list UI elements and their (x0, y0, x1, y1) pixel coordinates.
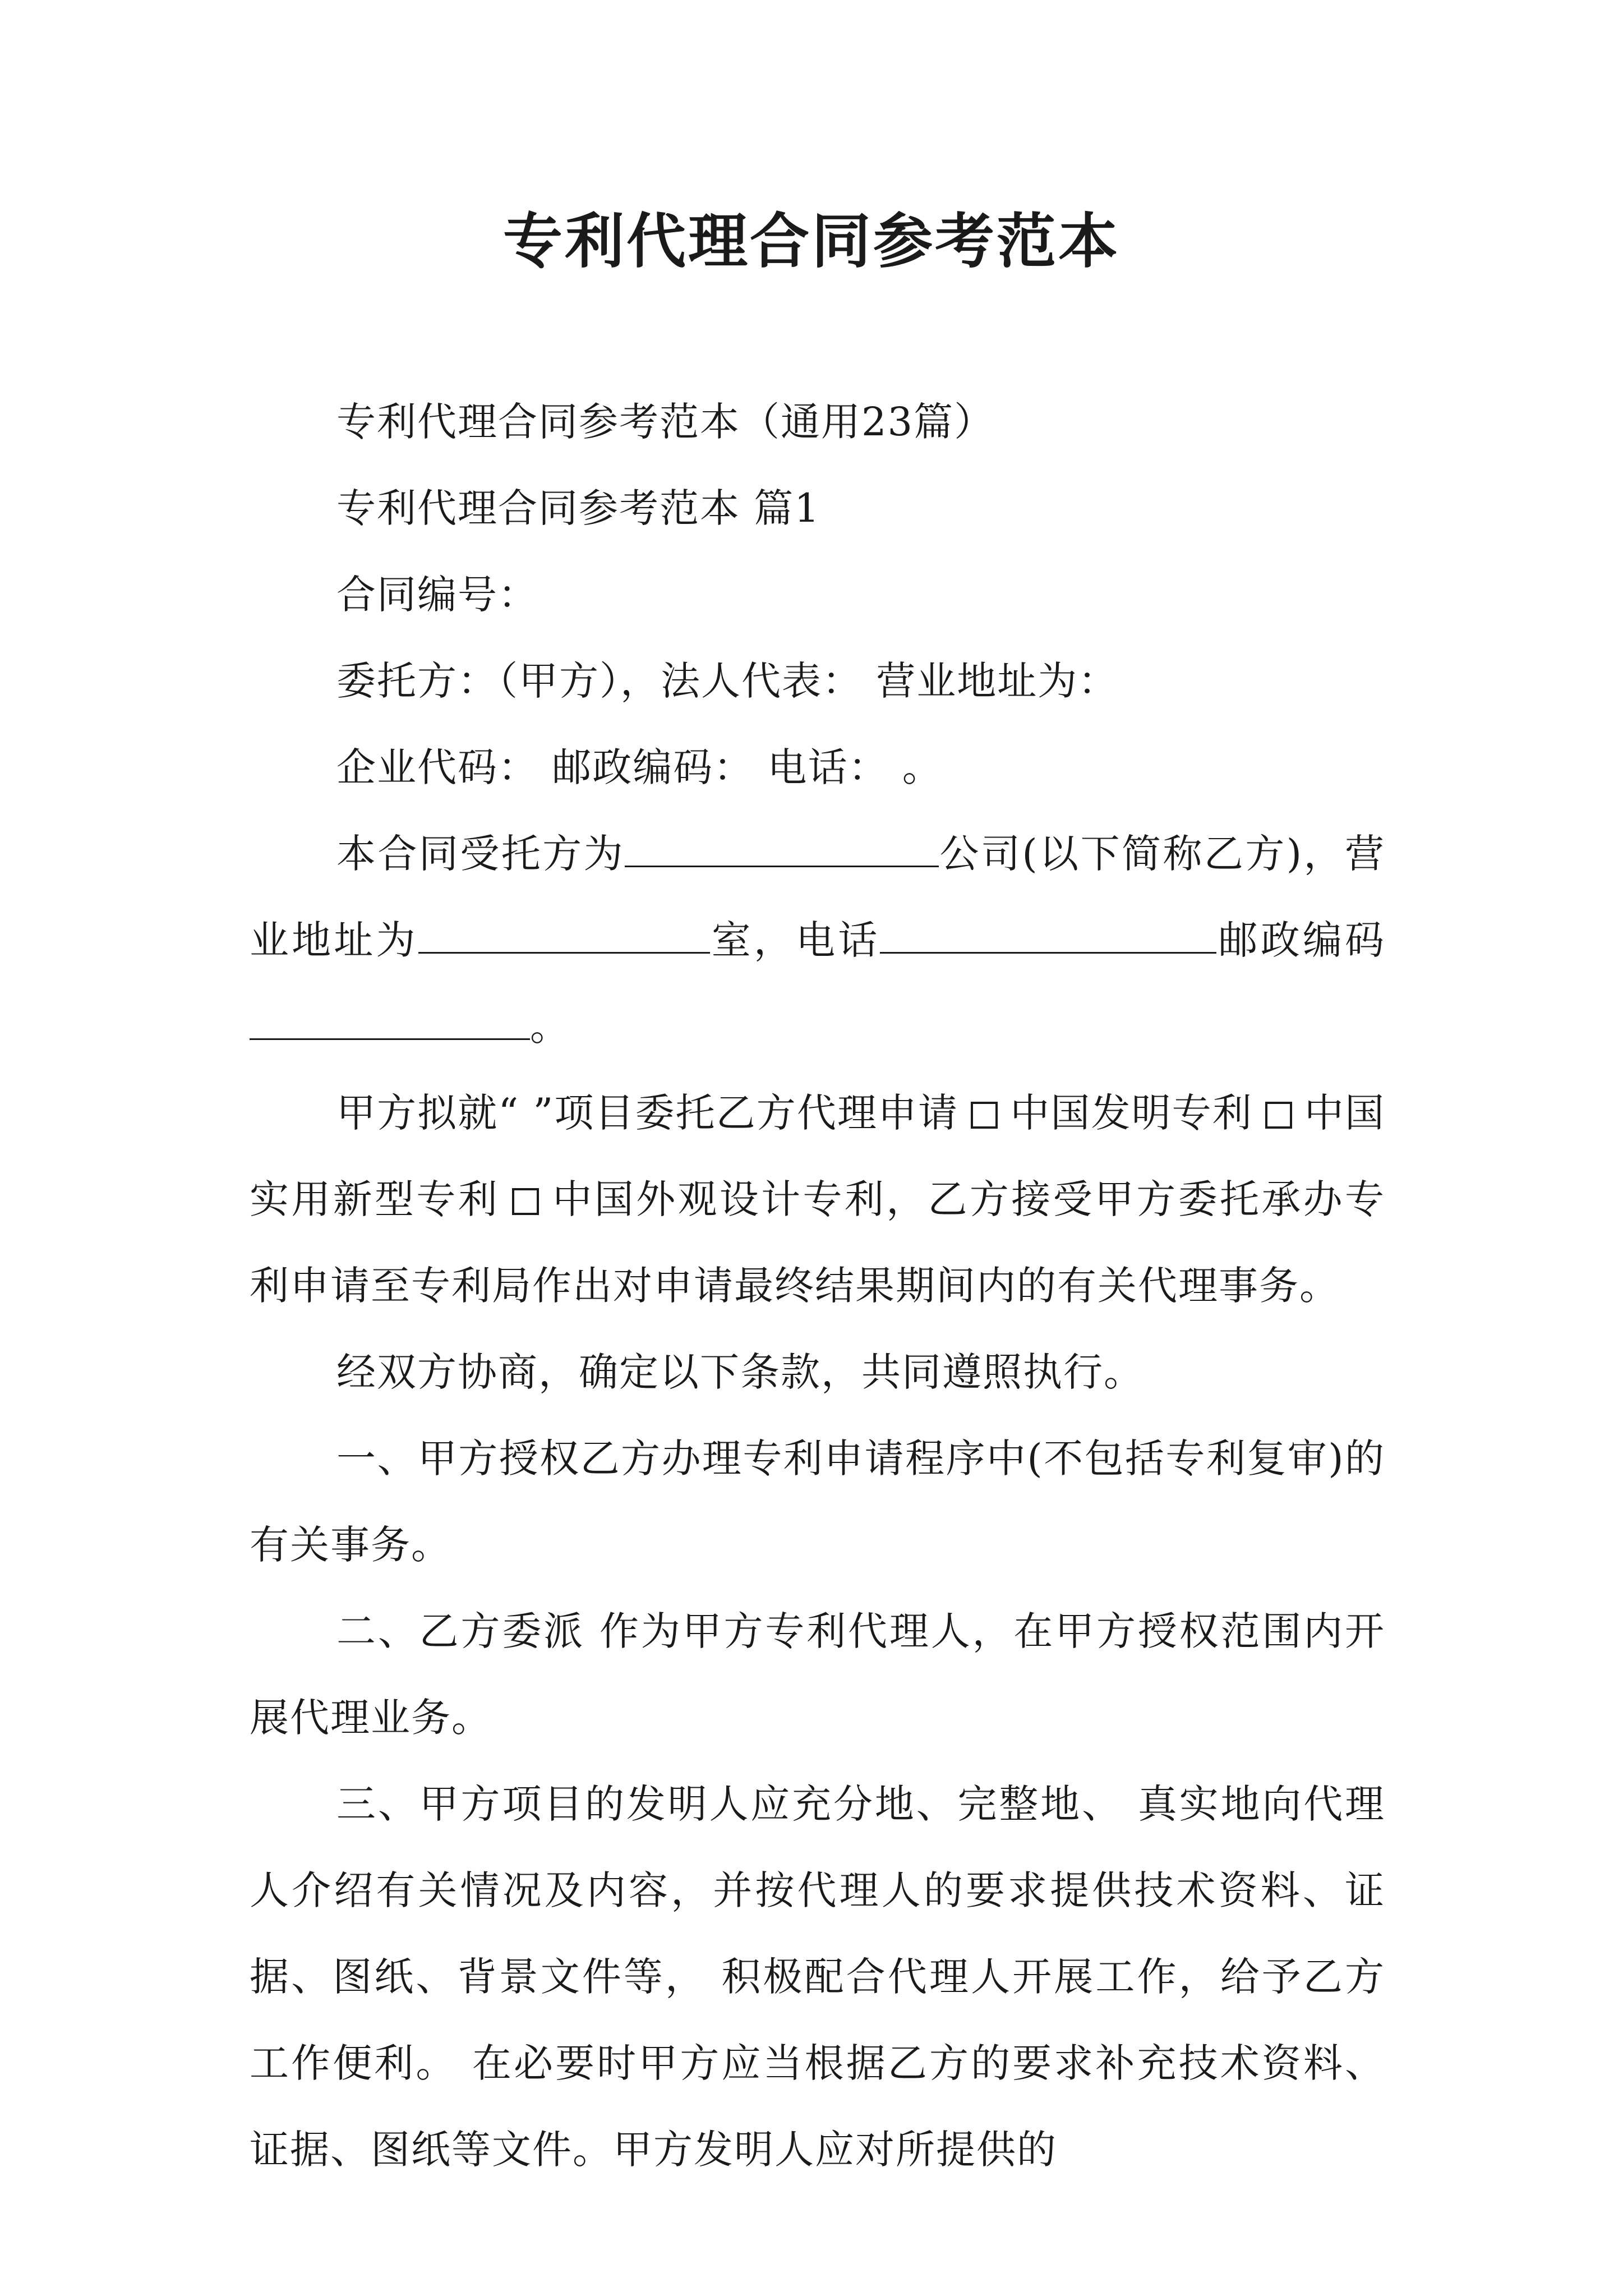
section-heading: 专利代理合同参考范本 篇1 (336, 485, 820, 531)
design-patent-checkbox (512, 1188, 539, 1215)
trustee-phone-blank (880, 919, 1216, 954)
client-paragraph: 委托方：（甲方），法人代表： 营业地址为： (336, 658, 1119, 704)
clause-1: 一、甲方授权乙方办理专利申请程序中(不包括专利复审)的有关事务。 (250, 1435, 1385, 1568)
utility-model-checkbox (1265, 1102, 1292, 1129)
document-body (250, 379, 1385, 2193)
company-code-paragraph: 企业代码： 邮政编码： 电话： 。 (336, 744, 943, 790)
trustee-name-blank (625, 833, 939, 867)
scope-option-1: 中国发明专利 (1010, 1090, 1253, 1136)
invention-patent-checkbox (971, 1102, 998, 1129)
agreement-paragraph: 经双方协商，确定以下条款，共同遵照执行。 (336, 1349, 1144, 1395)
subtitle-paragraph: 专利代理合同参考范本（通用23篇） (336, 399, 995, 445)
scope-option-2: 中国实用新型专利 (250, 1090, 1386, 1222)
trustee-text-5: 。 (530, 1004, 570, 1050)
trustee-text-2: 公司(以下简称乙方)，营业地址为 (250, 831, 1386, 963)
trustee-address-blank (418, 919, 710, 954)
trustee-paragraph (250, 811, 1385, 1070)
scope-text-1: 甲方拟就“ ”项目委托乙方代理申请 (336, 1090, 959, 1136)
contract-number-paragraph: 合同编号： (336, 572, 538, 618)
trustee-postcode-blank (250, 1006, 530, 1040)
scope-option-3: 中国外观设计专利，乙方接受甲方委托承办专利申请至专利局作出对申请最终结果期间内的有关代理事务。 (250, 1176, 1385, 1309)
clause-3: 三、甲方项目的发明人应充分地、完整地、 真实地向代理人介绍有关情况及内容，并按代理人的要求提供技术资料、证据、图纸、背景文件等， 积极配合代理人开展工作，给予乙方工作便利。 在必要时甲方应当根据乙方的要求补充技术资料、证据、图纸等文件。甲方发明人应对所提供的 (250, 1781, 1385, 2173)
scope-paragraph (250, 1070, 1385, 1329)
trustee-text-4: 邮政编码 (1216, 917, 1386, 963)
trustee-text-3: 室，电话 (709, 917, 880, 963)
document-title: 专利代理合同参考范本 (503, 206, 1120, 276)
clause-2: 二、乙方委派 作为甲方专利代理人，在甲方授权范围内开展代理业务。 (250, 1608, 1385, 1741)
trustee-text-1: 本合同受托方为 (336, 831, 625, 877)
